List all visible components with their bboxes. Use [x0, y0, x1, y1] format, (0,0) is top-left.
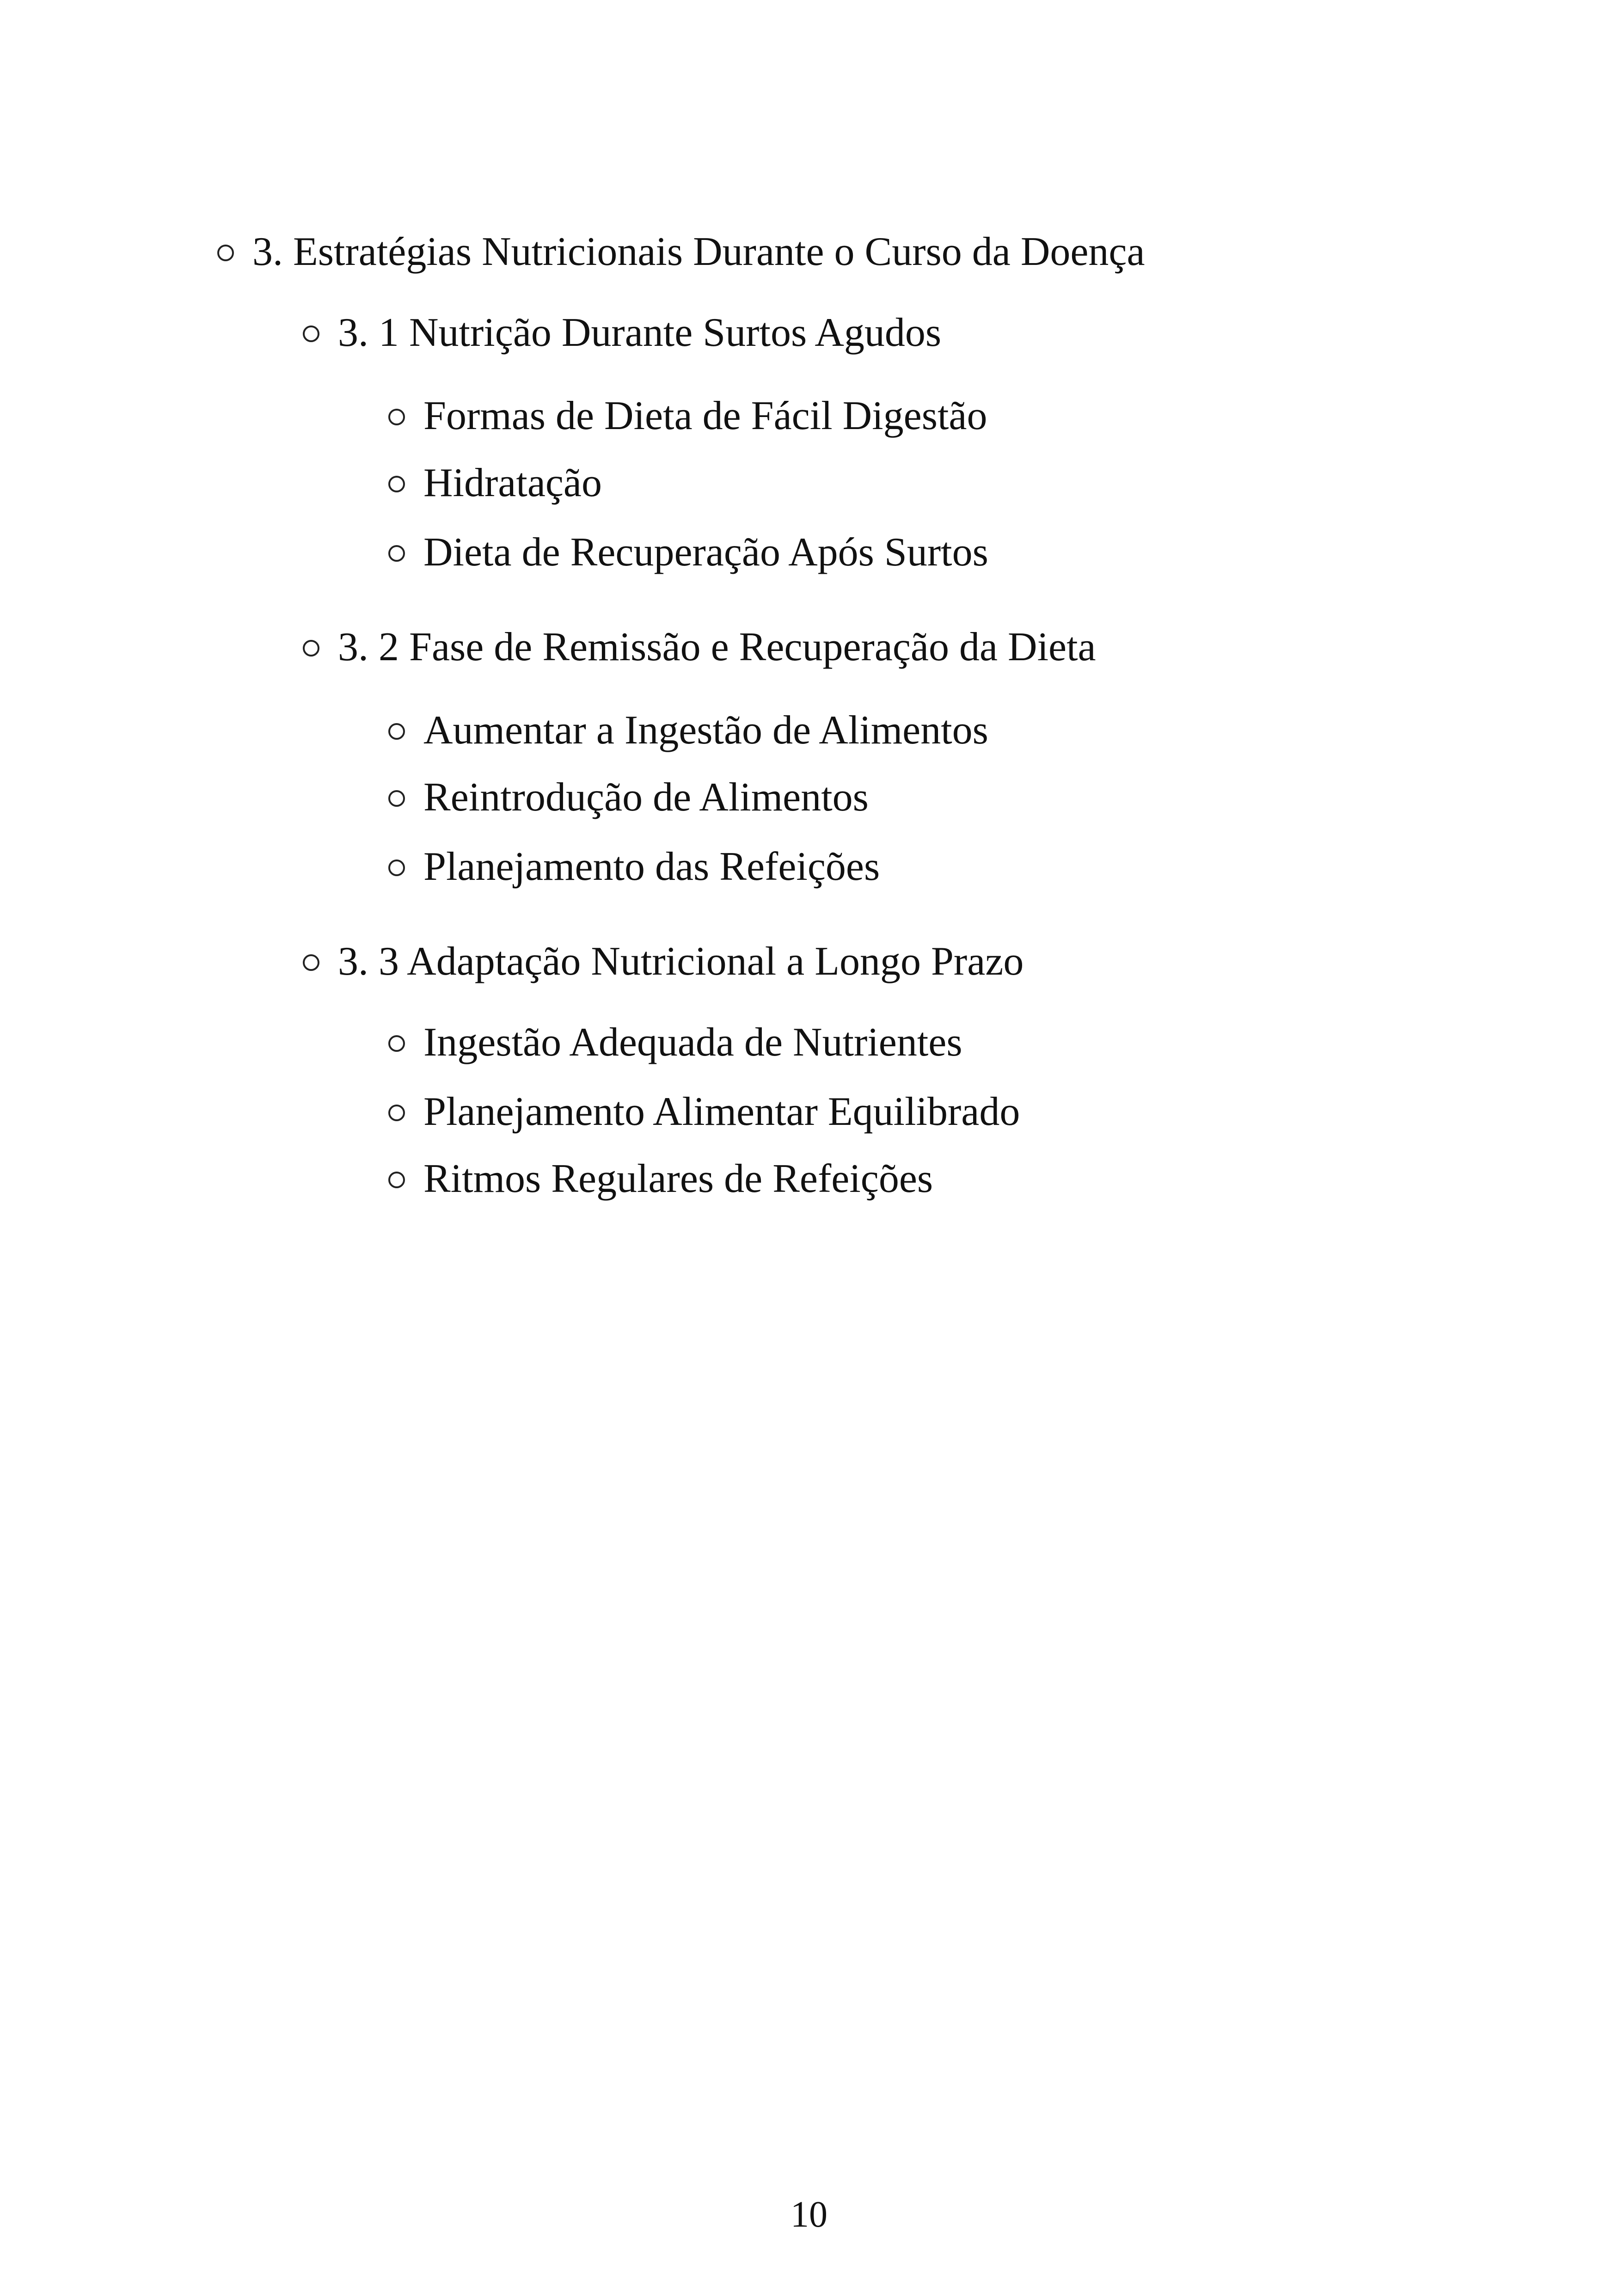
outline-item-label: 3. 3 Adaptação Nutricional a Longo Prazo [338, 939, 1024, 984]
outline-item-label: Planejamento Alimentar Equilibrado [423, 1089, 1020, 1134]
outline-item-label: Dieta de Recuperação Após Surtos [423, 530, 988, 575]
outline-item-label: 3. 2 Fase de Remissão e Recuperação da Dieta [338, 625, 1096, 669]
page-number: 10 [791, 2194, 827, 2235]
outline-item-section-3 [217, 229, 1145, 275]
outline-item-label: Aumentar a Ingestão de Alimentos [423, 708, 988, 753]
outline-item-label: Planejamento das Refeições [423, 844, 880, 889]
hollow-circle-bullet-icon [388, 476, 405, 492]
outline-item [388, 1089, 1020, 1135]
hollow-circle-bullet-icon [388, 409, 405, 425]
hollow-circle-bullet-icon [303, 640, 319, 657]
hollow-circle-bullet-icon [217, 245, 234, 261]
hollow-circle-bullet-icon [388, 1172, 405, 1188]
outline-item-subsection-3-3 [303, 939, 1024, 985]
outline-item-label: 3. Estratégias Nutricionais Durante o Curso da Doença [252, 229, 1145, 274]
outline-item-label: Ritmos Regulares de Refeições [423, 1156, 933, 1201]
outline-item-subsection-3-2 [303, 624, 1096, 670]
outline-item [388, 844, 880, 890]
outline-item [388, 774, 869, 821]
hollow-circle-bullet-icon [303, 954, 319, 971]
hollow-circle-bullet-icon [388, 1105, 405, 1121]
outline-item-label: Formas de Dieta de Fácil Digestão [423, 393, 987, 438]
outline-item-label: Ingestão Adequada de Nutrientes [423, 1020, 962, 1065]
outline-item [388, 460, 602, 506]
outline-item-subsection-3-1 [303, 310, 941, 356]
outline-item [388, 707, 988, 754]
outline-item-label: Reintrodução de Alimentos [423, 775, 869, 820]
hollow-circle-bullet-icon [388, 790, 405, 807]
hollow-circle-bullet-icon [303, 325, 319, 342]
hollow-circle-bullet-icon [388, 1035, 405, 1052]
outline-item-label: Hidratação [423, 460, 602, 505]
hollow-circle-bullet-icon [388, 723, 405, 740]
outline-item [388, 393, 987, 439]
outline-item-label: 3. 1 Nutrição Durante Surtos Agudos [338, 310, 942, 355]
hollow-circle-bullet-icon [388, 545, 405, 562]
outline-item [388, 1156, 933, 1202]
outline-item [388, 529, 988, 576]
hollow-circle-bullet-icon [388, 859, 405, 876]
outline-item [388, 1019, 962, 1066]
